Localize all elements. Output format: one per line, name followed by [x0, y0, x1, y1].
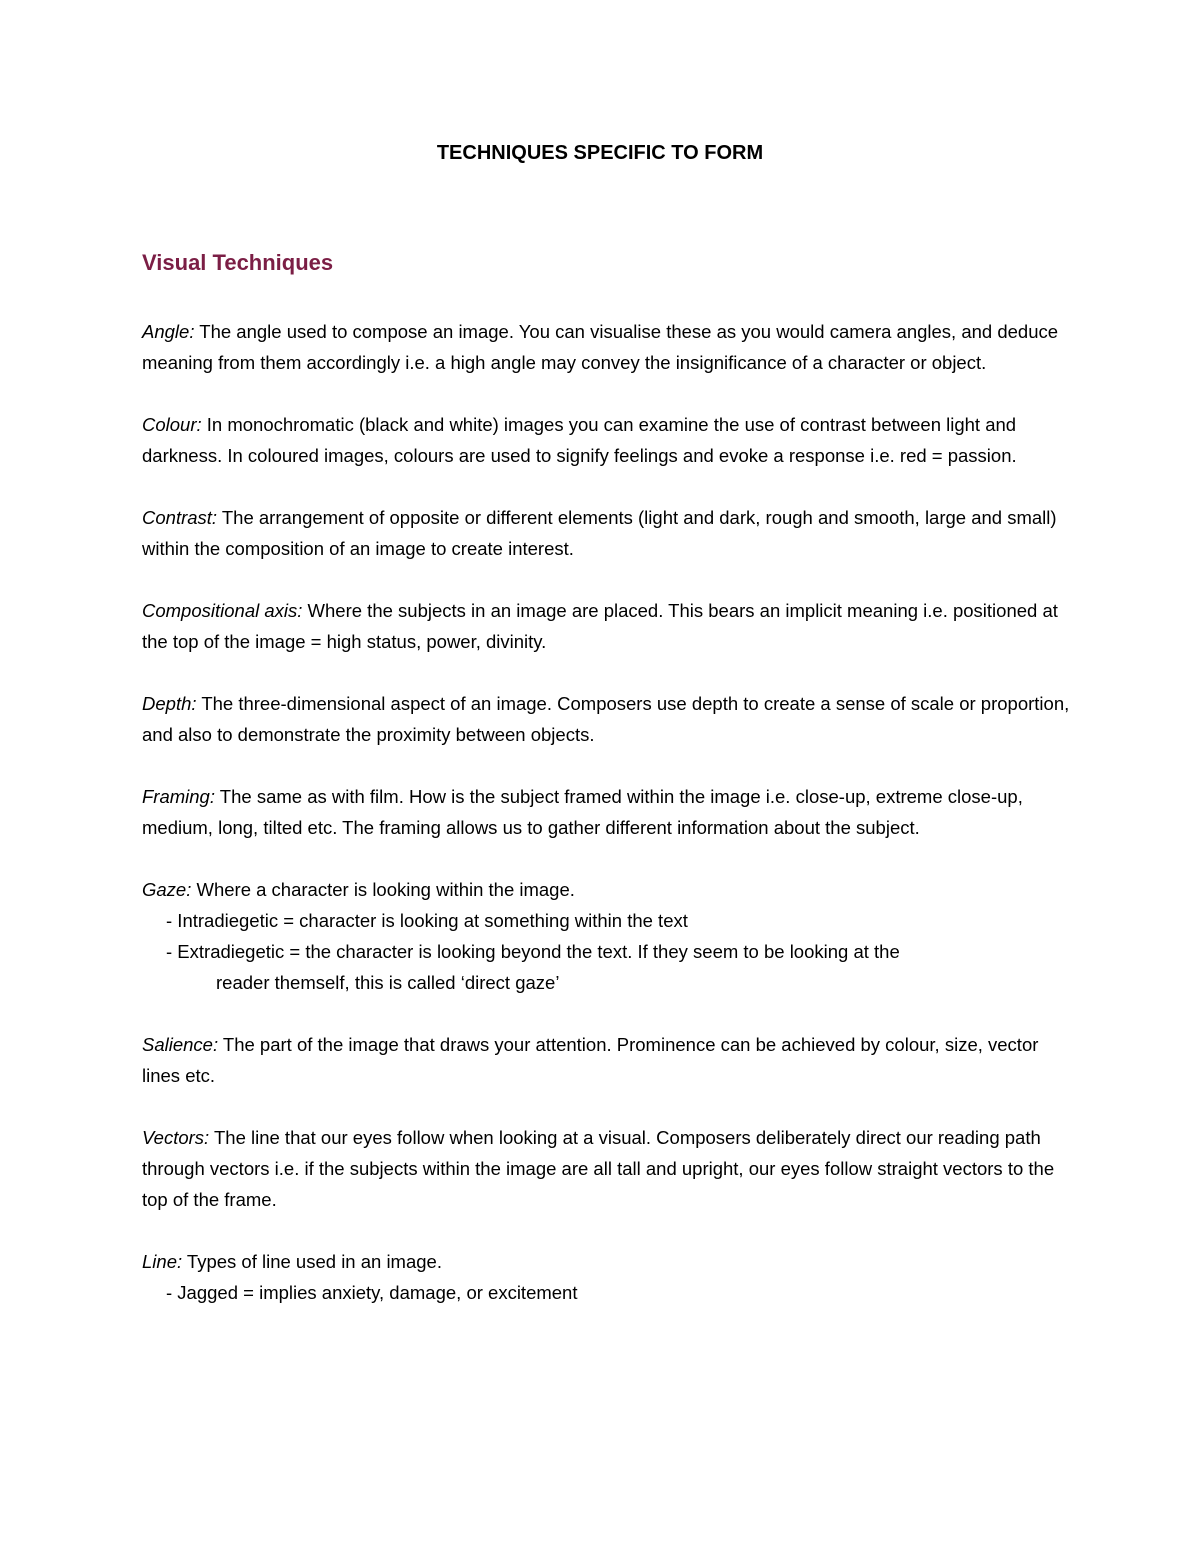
sub-list: [142, 905, 1072, 998]
technique-description: Where the subjects in an image are placed. This bears an implicit meaning i.e. positioned at the top of the image = high status, power, divinity.: [142, 600, 1058, 652]
technique-term: Depth:: [142, 693, 197, 714]
technique-definition: [142, 1122, 1072, 1215]
technique-description: The same as with film. How is the subject framed within the image i.e. close-up, extreme close-up, medium, long, tilted etc. The framing allows us to gather different information about the subject.: [142, 786, 1023, 838]
technique-entry: [142, 874, 1072, 998]
technique-definition: [142, 874, 1072, 905]
technique-definition: [142, 409, 1072, 471]
technique-entry: [142, 595, 1072, 657]
technique-definition: [142, 502, 1072, 564]
technique-term: Compositional axis:: [142, 600, 303, 621]
sub-list-item: [142, 1277, 1072, 1308]
technique-term: Contrast:: [142, 507, 218, 528]
sub-item-text: - Extradiegetic = the character is looking beyond the text. If they seem to be looking at the: [166, 941, 900, 962]
technique-entry: [142, 688, 1072, 750]
sub-item-continuation: reader themself, this is called ‘direct gaze’: [216, 972, 560, 993]
technique-list: [142, 316, 1072, 1339]
technique-definition: [142, 595, 1072, 657]
technique-term: Gaze:: [142, 879, 192, 900]
technique-description: The line that our eyes follow when looking at a visual. Composers deliberately direct our reading path through vectors i.e. if the subjects within the image are all tall and upright, our eyes follow straight vectors to the top of the frame.: [142, 1127, 1055, 1210]
sub-list-item: [142, 905, 1072, 936]
sub-list: [142, 1277, 1072, 1308]
technique-entry: [142, 781, 1072, 843]
technique-definition: [142, 1029, 1072, 1091]
technique-entry: [142, 1122, 1072, 1215]
technique-description: The angle used to compose an image. You can visualise these as you would camera angles, and deduce meaning from them accordingly i.e. a high angle may convey the insignificance of a character or object.: [142, 321, 1059, 373]
technique-description: The three-dimensional aspect of an image. Composers use depth to create a sense of scale or proportion, and also to demonstrate the proximity between objects.: [142, 693, 1070, 745]
document-title: TECHNIQUES SPECIFIC TO FORM: [436, 142, 764, 164]
technique-description: In monochromatic (black and white) images you can examine the use of contrast between light and darkness. In coloured images, colours are used to signify feelings and evoke a response i.e. red = passion.: [142, 414, 1017, 466]
technique-entry: [142, 1029, 1072, 1091]
technique-definition: [142, 688, 1072, 750]
sub-list-item: [142, 936, 1072, 998]
technique-description: The part of the image that draws your attention. Prominence can be achieved by colour, size, vector lines etc.: [142, 1034, 1039, 1086]
technique-description: Types of line used in an image.: [182, 1251, 442, 1272]
technique-definition: [142, 316, 1072, 378]
technique-entry: [142, 409, 1072, 471]
technique-definition: [142, 1246, 1072, 1277]
technique-term: Salience:: [142, 1034, 219, 1055]
technique-term: Vectors:: [142, 1127, 210, 1148]
sub-item-text: - Jagged = implies anxiety, damage, or excitement: [166, 1282, 578, 1303]
technique-entry: [142, 316, 1072, 378]
technique-term: Framing:: [142, 786, 215, 807]
technique-entry: [142, 1246, 1072, 1308]
technique-entry: [142, 502, 1072, 564]
technique-term: Angle:: [142, 321, 195, 342]
section-heading: Visual Techniques: [142, 250, 334, 275]
technique-description: The arrangement of opposite or different elements (light and dark, rough and smooth, large and small) within the composition of an image to create interest.: [142, 507, 1057, 559]
sub-item-text: - Intradiegetic = character is looking at something within the text: [166, 910, 688, 931]
technique-description: Where a character is looking within the image.: [191, 879, 575, 900]
technique-definition: [142, 781, 1072, 843]
technique-term: Colour:: [142, 414, 202, 435]
technique-term: Line:: [142, 1251, 183, 1272]
